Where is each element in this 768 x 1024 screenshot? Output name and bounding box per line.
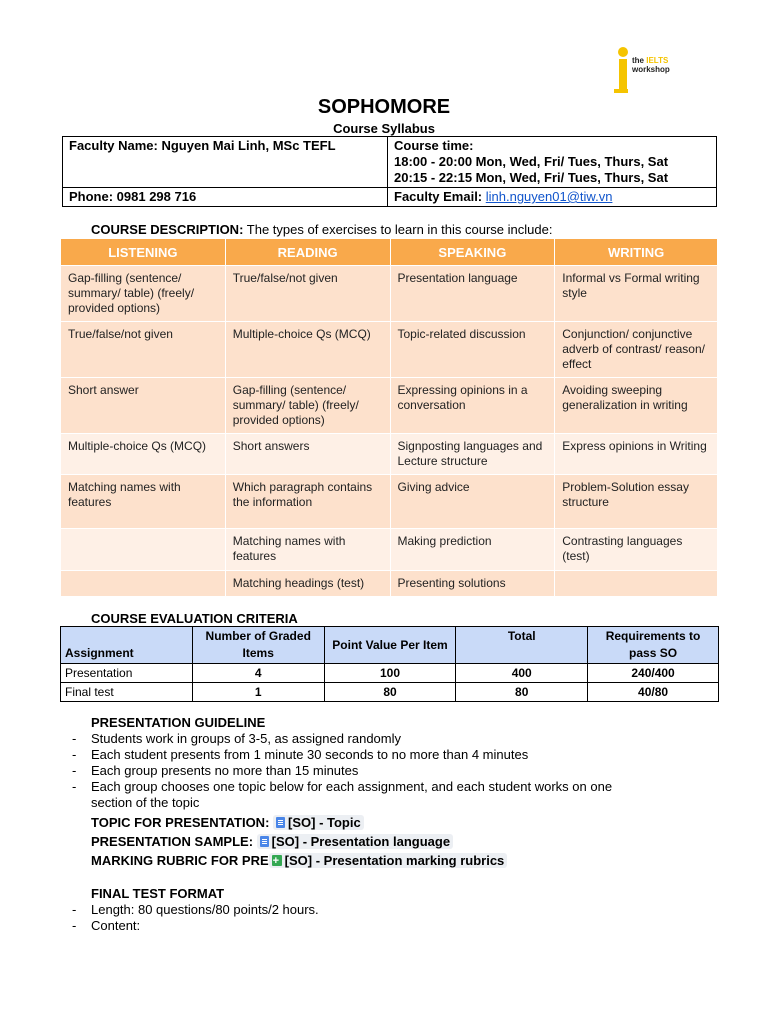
table-cell: 100 xyxy=(324,664,456,683)
table-cell: Signposting languages and Lecture structure xyxy=(390,434,555,475)
sample-label: PRESENTATION SAMPLE: xyxy=(91,834,257,849)
table-cell xyxy=(555,571,718,597)
page-subtitle: Course Syllabus xyxy=(333,121,435,136)
table-row xyxy=(61,266,718,322)
rubric-line xyxy=(91,851,631,870)
table-cell: True/false/not given xyxy=(61,322,226,378)
table-cell: Informal vs Formal writing style xyxy=(555,266,718,322)
doc-icon xyxy=(276,817,285,828)
course-time-label: Course time: xyxy=(394,138,474,153)
table-cell: 80 xyxy=(456,683,588,702)
eval-header-items: Number of Graded Items xyxy=(192,627,324,664)
table-cell: Problem-Solution essay structure xyxy=(555,475,718,529)
skills-table xyxy=(60,238,718,597)
faculty-name: Faculty Name: Nguyen Mai Linh, MSc TEFL xyxy=(69,138,336,153)
list-item: - Each group chooses one topic below for each assignment, and each student works on one section of the topic xyxy=(47,779,631,811)
table-cell: Contrasting languages (test) xyxy=(555,529,718,571)
table-cell: 240/400 xyxy=(588,664,719,683)
course-description-label: COURSE DESCRIPTION: xyxy=(91,222,244,237)
table-cell: Short answers xyxy=(225,434,390,475)
phone: Phone: 0981 298 716 xyxy=(69,189,197,204)
table-cell: Matching headings (test) xyxy=(225,571,390,597)
table-row xyxy=(61,664,719,683)
course-description-text: The types of exercises to learn in this course include: xyxy=(243,222,553,237)
guideline-title: PRESENTATION GUIDELINE xyxy=(91,715,266,730)
faculty-info-table xyxy=(62,136,717,207)
table-cell: Conjunction/ conjunctive adverb of contrast/ reason/ effect xyxy=(555,322,718,378)
phone-cell xyxy=(63,188,388,207)
email-label: Faculty Email: xyxy=(394,189,486,204)
skills-header-writing: WRITING xyxy=(555,239,718,266)
eval-header-requirements: Requirements to pass SO xyxy=(588,627,719,664)
skills-header-reading: READING xyxy=(225,239,390,266)
logo-word-the: the xyxy=(632,56,644,65)
topic-doc-link[interactable] xyxy=(273,815,364,830)
table-cell: Giving advice xyxy=(390,475,555,529)
table-cell: Topic-related discussion xyxy=(390,322,555,378)
table-cell: Multiple-choice Qs (MCQ) xyxy=(61,434,226,475)
table-cell: Final test xyxy=(61,683,193,702)
table-row xyxy=(61,378,718,434)
table-cell: Making prediction xyxy=(390,529,555,571)
eval-header-point-value: Point Value Per Item xyxy=(324,627,456,664)
table-cell: True/false/not given xyxy=(225,266,390,322)
sheet-icon xyxy=(272,855,282,866)
skills-header-listening: LISTENING xyxy=(61,239,226,266)
logo-word-workshop: workshop xyxy=(632,65,670,74)
list-item: - Students work in groups of 3-5, as assigned randomly xyxy=(47,731,631,747)
course-time-2: 20:15 - 22:15 Mon, Wed, Fri/ Tues, Thurs, Sat xyxy=(394,170,669,185)
final-test-title: FINAL TEST FORMAT xyxy=(91,886,225,901)
course-time-cell xyxy=(388,137,717,188)
table-row xyxy=(61,475,718,529)
ielts-workshop-logo xyxy=(610,46,690,96)
faculty-name-cell xyxy=(63,137,388,188)
table-cell: Short answer xyxy=(61,378,226,434)
logo-word-ielts: IELTS xyxy=(646,56,669,65)
eval-header-total: Total xyxy=(456,627,588,664)
logo-i-icon xyxy=(610,46,632,96)
presentation-guideline xyxy=(91,715,631,870)
course-description xyxy=(91,222,552,237)
doc-icon xyxy=(260,836,269,847)
table-cell xyxy=(61,529,226,571)
table-cell: Which paragraph contains the information xyxy=(225,475,390,529)
evaluation-table xyxy=(60,626,719,702)
table-row xyxy=(61,683,719,702)
list-item: - Each student presents from 1 minute 30 seconds to no more than 4 minutes xyxy=(47,747,631,763)
table-cell: 40/80 xyxy=(588,683,719,702)
list-item: - Content: xyxy=(47,918,319,934)
table-cell: Gap-filling (sentence/ summary/ table) (freely/ provided options) xyxy=(225,378,390,434)
topic-line xyxy=(91,813,631,832)
list-item: - Length: 80 questions/80 points/2 hours. xyxy=(47,902,319,918)
table-cell: Avoiding sweeping generalization in writing xyxy=(555,378,718,434)
table-cell: Express opinions in Writing xyxy=(555,434,718,475)
evaluation-title: COURSE EVALUATION CRITERIA xyxy=(91,611,298,626)
table-row xyxy=(61,322,718,378)
table-cell: 4 xyxy=(192,664,324,683)
table-cell: Multiple-choice Qs (MCQ) xyxy=(225,322,390,378)
course-time-1: 18:00 - 20:00 Mon, Wed, Fri/ Tues, Thurs, Sat xyxy=(394,154,669,169)
table-cell: Matching names with features xyxy=(61,475,226,529)
list-item: - Each group presents no more than 15 minutes xyxy=(47,763,631,779)
rubric-link-text: [SO] - Presentation marking rubrics xyxy=(284,853,505,868)
email-cell xyxy=(388,188,717,207)
rubric-sheet-link[interactable] xyxy=(269,853,508,868)
table-row xyxy=(61,529,718,571)
topic-link-text: [SO] - Topic xyxy=(288,815,361,830)
final-test-list xyxy=(47,902,319,934)
guideline-list xyxy=(47,731,631,811)
skills-header-speaking: SPEAKING xyxy=(390,239,555,266)
table-row xyxy=(61,571,718,597)
eval-header-assignment: Assignment xyxy=(61,627,193,664)
sample-line xyxy=(91,832,631,851)
table-row xyxy=(61,434,718,475)
final-test-format xyxy=(91,886,319,934)
logo-text xyxy=(632,56,670,74)
table-cell: Gap-filling (sentence/ summary/ table) (freely/ provided options) xyxy=(61,266,226,322)
sample-doc-link[interactable] xyxy=(257,834,453,849)
table-cell: Expressing opinions in a conversation xyxy=(390,378,555,434)
table-cell: Matching names with features xyxy=(225,529,390,571)
topic-label: TOPIC FOR PRESENTATION: xyxy=(91,815,274,830)
page-title: SOPHOMORE xyxy=(317,96,451,118)
table-cell: 80 xyxy=(324,683,456,702)
rubric-label: MARKING RUBRIC FOR PRE xyxy=(91,853,269,868)
table-cell: 400 xyxy=(456,664,588,683)
table-cell: Presentation xyxy=(61,664,193,683)
table-cell: 1 xyxy=(192,683,324,702)
table-cell: Presentation language xyxy=(390,266,555,322)
sample-link-text: [SO] - Presentation language xyxy=(271,834,451,849)
faculty-email-link[interactable]: linh.nguyen01@tiw.vn xyxy=(485,189,613,204)
table-cell: Presenting solutions xyxy=(390,571,555,597)
table-cell xyxy=(61,571,226,597)
